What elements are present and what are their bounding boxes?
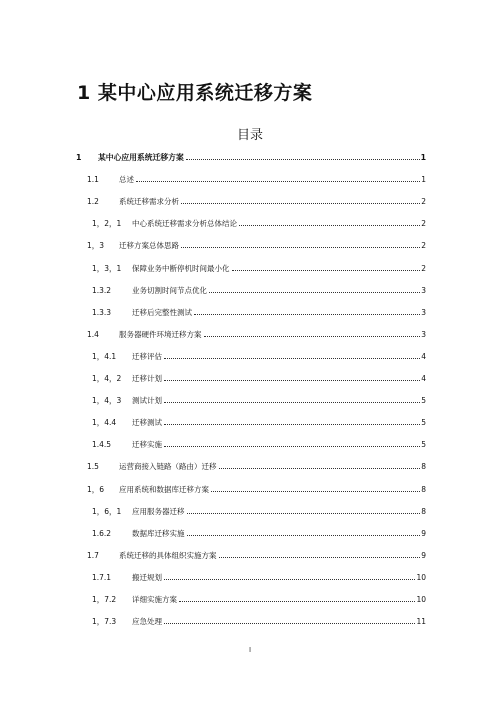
toc-entry-number: 1.6.2 (92, 528, 112, 538)
dot-leader (181, 202, 420, 204)
toc-entry-page: 4 (421, 351, 426, 361)
toc-entry[interactable] (87, 330, 426, 340)
dot-leader (239, 224, 420, 226)
toc-entry-page: 1 (421, 175, 426, 185)
toc-entry-number: 1，6 (87, 484, 105, 494)
toc-entry-title: 迁移评估 (132, 351, 162, 361)
toc-entry[interactable] (92, 440, 426, 450)
toc-entry-page: 8 (421, 484, 426, 494)
toc-entry-number: 1.3.3 (92, 307, 112, 317)
toc-entry-page: 8 (421, 462, 426, 472)
toc-entry-page: 2 (421, 263, 426, 273)
toc-entry[interactable] (92, 352, 426, 362)
toc-entry[interactable] (92, 418, 426, 428)
dot-leader (181, 246, 420, 248)
toc-entry-number: 1，6，1 (92, 506, 122, 516)
dot-leader (211, 490, 420, 492)
toc-entry[interactable] (92, 374, 426, 384)
dot-leader (219, 467, 421, 469)
dot-leader (187, 534, 421, 536)
toc-entry-title: 测试计划 (132, 396, 162, 406)
toc-entry[interactable] (87, 485, 426, 495)
toc-entry-title: 搬迁规划 (132, 572, 162, 582)
toc-entry-page: 5 (421, 418, 426, 428)
toc-entry[interactable] (92, 529, 426, 539)
toc-entry-number: 1，4，3 (92, 396, 122, 406)
dot-leader (186, 158, 420, 160)
toc-title: 目录 (236, 128, 263, 143)
toc-entry-page: 3 (421, 307, 426, 317)
dot-leader (219, 556, 421, 558)
toc-entry-page: 10 (416, 595, 426, 604)
dot-leader (164, 622, 415, 624)
toc-entry-title: 运营商接入链路（路由）迁移 (119, 462, 217, 472)
toc-entry-title: 应用服务器迁移 (132, 506, 185, 516)
toc-entry-page: 2 (421, 241, 426, 251)
toc-entry-page: 5 (421, 396, 426, 406)
toc-entry-title: 迁移测试 (132, 418, 162, 428)
toc-entry-number: 1.7 (87, 550, 99, 560)
toc-entry-number: 1.1 (87, 175, 99, 185)
toc-entry[interactable] (92, 308, 426, 318)
toc-entry-page: 4 (421, 374, 426, 383)
toc-entry-title: 迁移实施 (132, 440, 162, 450)
toc-entry-page: 2 (421, 197, 426, 207)
toc-entry[interactable] (92, 595, 426, 605)
toc-entry-page: 3 (421, 329, 426, 339)
dot-leader (164, 379, 420, 381)
toc-entry-number: 1，7.3 (92, 617, 117, 627)
toc-entry-number: 1 (76, 153, 82, 162)
toc-entry-title: 系统迁移的具体组织实施方案 (119, 550, 217, 560)
toc-entry-number: 1，4.4 (92, 418, 117, 428)
toc-entry-number: 1.4.5 (92, 440, 112, 450)
dot-leader (209, 291, 420, 293)
toc-entry[interactable] (92, 219, 426, 229)
dot-leader (136, 180, 420, 182)
toc-entry-number: 1，4，2 (92, 374, 122, 383)
toc-entry[interactable] (92, 573, 426, 583)
toc-entry-number: 1，4.1 (92, 351, 117, 361)
toc-entry-page: 9 (421, 550, 426, 560)
toc-entry-title: 服务器硬件环境迁移方案 (119, 329, 202, 339)
toc-entry[interactable] (87, 241, 426, 251)
toc-entry-number: 1.4 (87, 329, 99, 339)
dot-leader (164, 423, 420, 425)
toc-entry-title: 详细实施方案 (132, 595, 177, 604)
toc-entry-page: 5 (421, 440, 426, 450)
dot-leader (187, 512, 421, 514)
toc-entry-title: 保障业务中断停机时间最小化 (132, 263, 230, 273)
toc-entry-number: 1，3，1 (92, 263, 122, 273)
toc-entry[interactable] (92, 507, 426, 517)
toc-entry-page: 8 (421, 506, 426, 516)
toc-entry-title: 总述 (119, 175, 134, 185)
toc-entry-number: 1.3.2 (92, 285, 112, 295)
toc-entry-page: 9 (421, 528, 426, 538)
dot-leader (164, 445, 420, 447)
toc-entry-title: 应用系统和数据库迁移方案 (119, 484, 209, 494)
toc-entry-title: 应急处理 (132, 617, 162, 627)
toc-entry[interactable] (87, 551, 426, 561)
dot-leader (179, 600, 415, 602)
toc-entry-title: 数据库迁移实施 (132, 528, 185, 538)
toc-entry-page: 11 (416, 617, 426, 627)
toc-entry-title: 业务切割时间节点优化 (132, 285, 207, 295)
toc-entry-title: 系统迁移需求分析 (119, 197, 179, 207)
toc-entry[interactable] (92, 264, 426, 274)
toc-entry-number: 1.5 (87, 462, 99, 472)
toc-entry-number: 1，2，1 (92, 219, 122, 229)
toc-entry[interactable] (92, 617, 426, 627)
toc-entry-number: 1.7.1 (92, 572, 112, 582)
toc-entry-number: 1.2 (87, 197, 99, 207)
document-heading: 1 某中心应用系统迁移方案 (77, 82, 313, 104)
toc-entry[interactable] (76, 153, 426, 163)
toc-entry-title: 迁移计划 (132, 374, 162, 383)
toc-entry-title: 中心系统迁移需求分析总体结论 (132, 219, 237, 229)
toc-entry[interactable] (92, 286, 426, 296)
dot-leader (164, 401, 420, 403)
toc-entry[interactable] (87, 175, 426, 185)
toc-entry-page: 1 (420, 153, 426, 162)
toc-entry[interactable] (92, 396, 426, 406)
dot-leader (164, 578, 415, 580)
dot-leader (204, 335, 421, 337)
toc-entry-title: 迁移方案总体思路 (119, 241, 179, 251)
toc-entry[interactable] (87, 462, 426, 472)
dot-leader (232, 269, 421, 271)
toc-entry-title: 某中心应用系统迁移方案 (98, 153, 184, 162)
toc-entry-title: 迁移后完整性测试 (132, 307, 192, 317)
toc-entry-number: 1，7.2 (92, 595, 117, 604)
toc-entry-page: 3 (421, 285, 426, 295)
dot-leader (194, 313, 420, 315)
toc-entry-number: 1，3 (87, 241, 105, 251)
toc-entry-page: 10 (416, 572, 426, 582)
toc-entry[interactable] (87, 197, 426, 207)
page-number: I (248, 646, 252, 654)
dot-leader (164, 357, 420, 359)
toc-entry-page: 2 (421, 219, 426, 229)
